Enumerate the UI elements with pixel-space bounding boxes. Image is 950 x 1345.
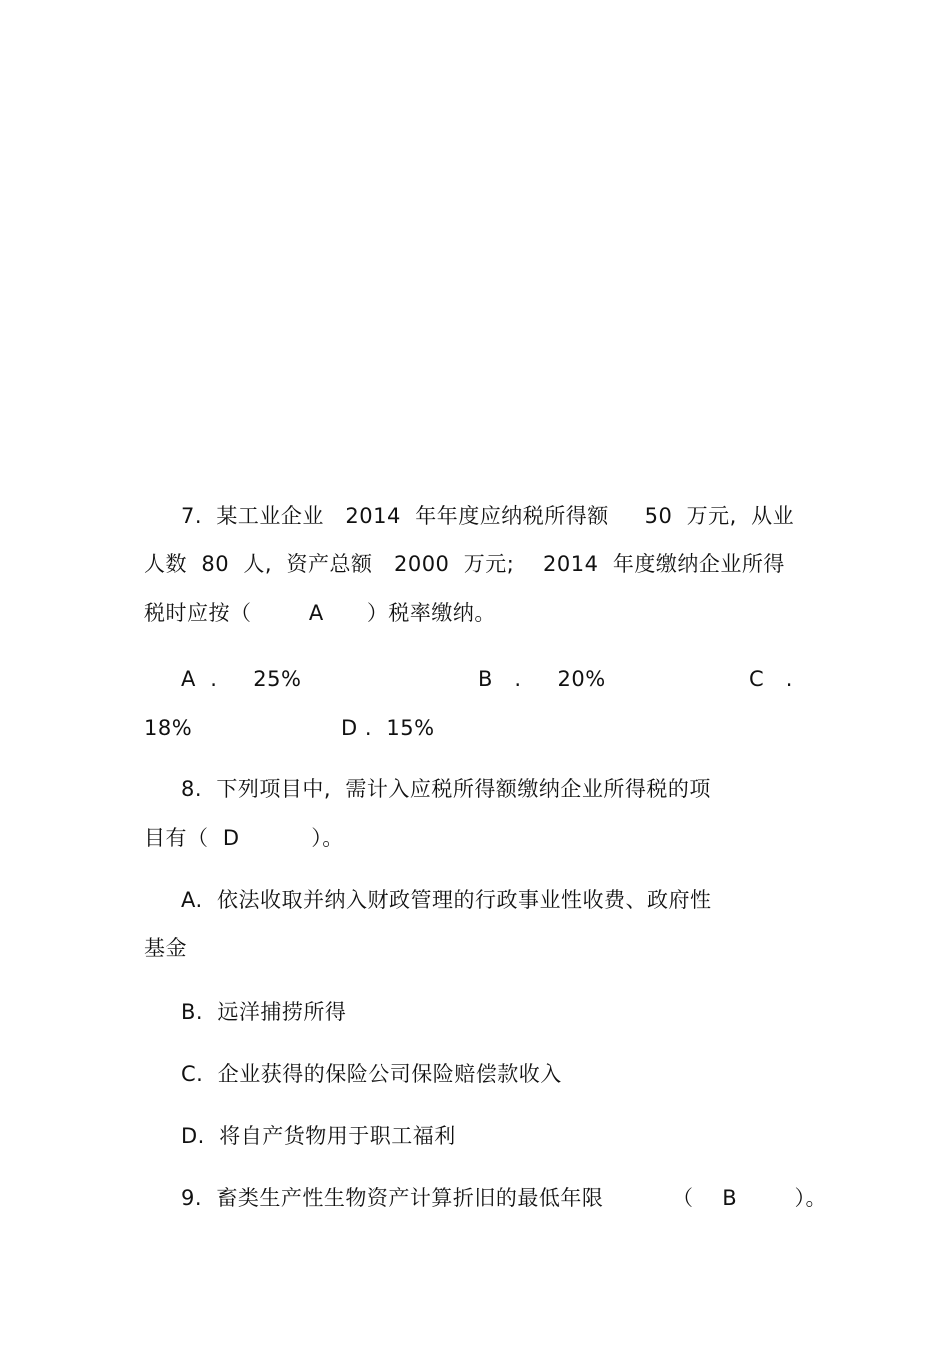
q8-option-c: C. 企业获得的保险公司保险赔偿款收入 bbox=[181, 1062, 562, 1086]
q9-answer: （ B ）。 bbox=[672, 1186, 828, 1210]
q7-option-c: C . bbox=[749, 667, 793, 691]
q8-option-d: D. 将自产货物用于职工福利 bbox=[181, 1124, 456, 1148]
q7-option-b: B . 20% bbox=[478, 667, 606, 691]
q8-option-a-line-1: A. 依法收取并纳入财政管理的行政事业性收费、政府性 bbox=[181, 888, 712, 912]
q7-line-2: 人数 80 人, 资产总额 2000 万元; 2014 年度缴纳企业所得 bbox=[144, 552, 785, 576]
q8-option-a-line-2: 基金 bbox=[144, 936, 187, 960]
q7-option-a: A . 25% bbox=[181, 667, 302, 691]
q7-line-1: 7. 某工业企业 2014 年年度应纳税所得额 50 万元, 从业 bbox=[181, 504, 795, 528]
q7-option-c-value: 18% bbox=[144, 716, 193, 740]
q8-line-2: 目有（ D ）。 bbox=[144, 826, 344, 850]
q7-line-3: 税时应按（ A ）税率缴纳。 bbox=[144, 601, 496, 625]
q7-option-d: D . 15% bbox=[341, 716, 435, 740]
q9-line-1: 9. 畜类生产性生物资产计算折旧的最低年限 bbox=[181, 1186, 604, 1210]
q8-option-b: B. 远洋捕捞所得 bbox=[181, 1000, 347, 1024]
q8-line-1: 8. 下列项目中, 需计入应税所得额缴纳企业所得税的项 bbox=[181, 777, 711, 801]
